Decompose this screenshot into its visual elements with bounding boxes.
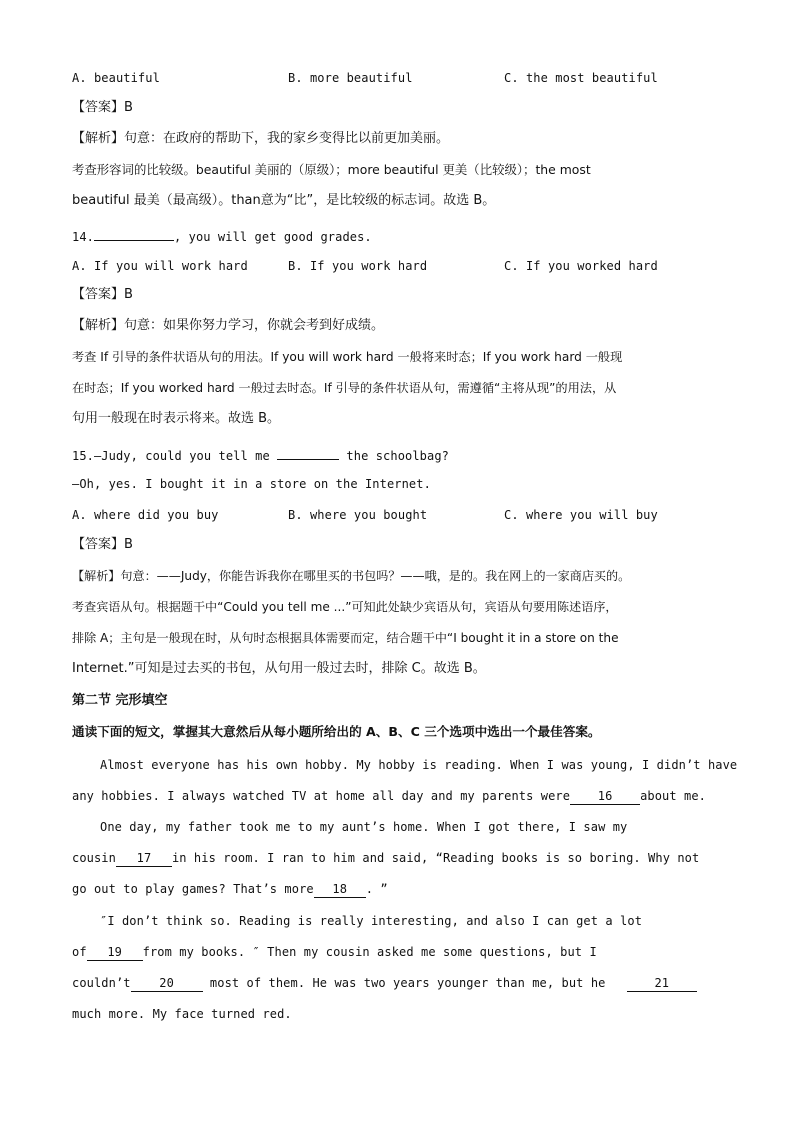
blank-19: 19 bbox=[87, 944, 143, 961]
section-instruction: 通读下面的短文，掌握其大意然后从每小题所给出的 A、B、C 三个选项中选出一个最佳答案。 bbox=[72, 724, 601, 739]
passage-p2-line2 bbox=[72, 848, 699, 868]
q14-options bbox=[72, 256, 724, 276]
passage-text: cousin bbox=[72, 851, 116, 865]
q14-option-c: C. If you worked hard bbox=[504, 259, 658, 273]
q15-option-a: A. where did you buy bbox=[72, 508, 219, 522]
blank-16: 16 bbox=[570, 788, 640, 805]
passage-p3-line4: much more. My face turned red. bbox=[72, 1007, 292, 1021]
passage-p3-line1: ″I don’t think so. Reading is really interesting, and also I can get a lot bbox=[100, 914, 643, 928]
blank-17: 17 bbox=[116, 850, 172, 867]
q15-stem-a: 15.—Judy, could you tell me bbox=[72, 449, 270, 463]
q15-analysis-4: Internet.”可知是过去买的书包，从句用一般过去时，排除 C。故选 B。 bbox=[72, 661, 486, 676]
q15-blank bbox=[277, 443, 339, 460]
q14-answer: 【答案】B bbox=[72, 287, 133, 302]
passage-text: about me. bbox=[640, 789, 706, 803]
q14-analysis-1: 【解析】句意：如果你努力学习，你就会考到好成绩。 bbox=[72, 318, 385, 333]
passage-text: from my books. ″ Then my cousin asked me some questions, but I bbox=[142, 945, 597, 959]
q15-analysis-3: 排除 A；主句是一般现在时，从句时态根据具体需要而定，结合题干中“I bought it in a store on the bbox=[72, 631, 619, 645]
passage-p3-line3 bbox=[72, 973, 697, 993]
q14-option-a: A. If you will work hard bbox=[72, 259, 248, 273]
q15-option-b: B. where you bought bbox=[288, 508, 428, 522]
q15-option-c: C. where you will buy bbox=[504, 508, 658, 522]
blank-18: 18 bbox=[314, 881, 366, 898]
q14-number: 14. bbox=[72, 230, 94, 244]
blank-20: 20 bbox=[131, 975, 203, 992]
q14-stem bbox=[72, 224, 372, 244]
q14-option-b: B. If you work hard bbox=[288, 259, 428, 273]
passage-p1-line1: Almost everyone has his own hobby. My hobby is reading. When I was young, I didn’t have bbox=[100, 758, 738, 772]
q15-options bbox=[72, 505, 724, 525]
q15-analysis-2: 考查宾语从句。根据题干中“Could you tell me ...”可知此处缺少宾语从句，宾语从句要用陈述语序， bbox=[72, 600, 618, 614]
q14-analysis-2: 考查 If 引导的条件状语从句的用法。If you will work hard 一般将来时态；If you work hard 一般现 bbox=[72, 350, 623, 364]
q14-analysis-4: 句用一般现在时表示将来。故选 B。 bbox=[72, 411, 281, 426]
q15-stem-b: the schoolbag? bbox=[346, 449, 449, 463]
q15-analysis-1: 【解析】句意：——Judy，你能告诉我你在哪里买的书包吗？——哦，是的。我在网上的一家商店买的。 bbox=[72, 569, 631, 583]
q13-analysis-3: beautiful 最美（最高级）。than意为“比”，是比较级的标志词。故选 B。 bbox=[72, 193, 496, 208]
passage-p3-line2 bbox=[72, 942, 597, 962]
q13-option-b: B. more beautiful bbox=[288, 71, 413, 85]
passage-p1-line2 bbox=[72, 786, 706, 806]
q14-analysis-3: 在时态；If you worked hard 一般过去时态。If 引导的条件状语从句，需遵循“主将从现”的用法，从 bbox=[72, 381, 617, 395]
q13-option-a: A. beautiful bbox=[72, 71, 160, 85]
q13-option-c: C. the most beautiful bbox=[504, 71, 658, 85]
passage-text: . ” bbox=[365, 882, 388, 896]
q13-analysis-2: 考查形容词的比较级。beautiful 美丽的（原级）；more beautiful 更美（比较级）；the most bbox=[72, 162, 591, 177]
q13-answer: 【答案】B bbox=[72, 100, 133, 115]
q15-stem bbox=[72, 443, 449, 463]
q13-options bbox=[72, 68, 724, 88]
section-title: 第二节 完形填空 bbox=[72, 693, 168, 708]
q14-stem-text: , you will get good grades. bbox=[173, 230, 372, 244]
passage-text: most of them. He was two years younger than me, but he bbox=[202, 976, 606, 990]
passage-p2-line1: One day, my father took me to my aunt’s home. When I got there, I saw my bbox=[100, 820, 628, 834]
q13-analysis-1: 【解析】句意：在政府的帮助下，我的家乡变得比以前更加美丽。 bbox=[72, 131, 450, 146]
q14-blank bbox=[94, 224, 174, 241]
passage-text: of bbox=[72, 945, 87, 959]
passage-text: go out to play games? That’s more bbox=[72, 882, 314, 896]
passage-text: in his room. I ran to him and said, “Reading books is so boring. Why not bbox=[171, 851, 700, 865]
passage-text: couldn’t bbox=[72, 976, 131, 990]
passage-text: any hobbies. I always watched TV at home all day and my parents were bbox=[72, 789, 571, 803]
passage-p2-line3 bbox=[72, 879, 388, 899]
q15-reply: —Oh, yes. I bought it in a store on the Internet. bbox=[72, 477, 431, 491]
q15-answer: 【答案】B bbox=[72, 537, 133, 552]
blank-21: 21 bbox=[627, 975, 697, 992]
